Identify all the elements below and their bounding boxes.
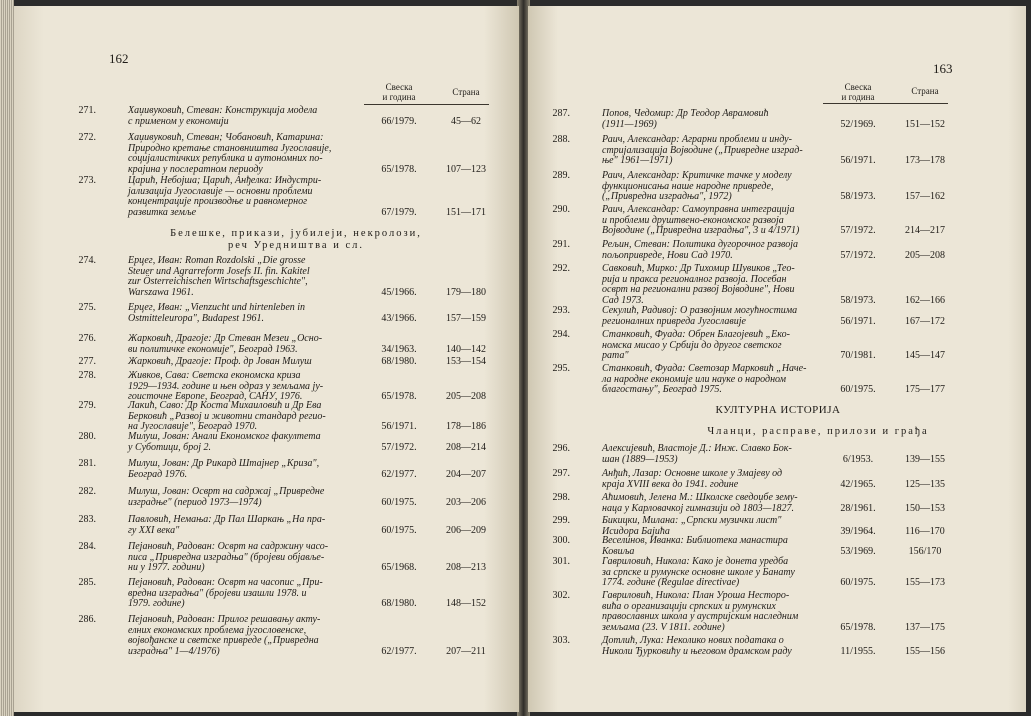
entry-number: 284. — [78, 541, 96, 552]
entry-number: 275. — [78, 302, 96, 313]
list-item — [528, 591, 1026, 633]
entry-volume: 28/1961. — [840, 502, 876, 514]
list-item — [14, 133, 514, 175]
entry-pages: 173—178 — [905, 155, 945, 166]
entry-number: 277. — [78, 356, 96, 367]
entry-volume: 65/1978. — [381, 391, 417, 402]
entry-text: Веселинов, Иванка: Библиотека манастира Ковиља — [602, 535, 788, 557]
list-item — [528, 636, 1026, 657]
list-item — [528, 135, 1026, 167]
entry-pages: 155—173 — [905, 577, 945, 588]
list-item — [14, 176, 514, 218]
entry-pages: 207—211 — [446, 645, 486, 657]
entry-number: 291. — [552, 239, 570, 250]
section-title: КУЛТУРНА ИСТОРИЈА — [715, 404, 841, 416]
entry-pages: 145—147 — [905, 350, 945, 361]
entry-volume: 56/1971. — [381, 421, 417, 432]
page-stack-edge — [0, 0, 14, 716]
entry-text: Раич, Александар: Критичке тачке у моделу функционисања наше народне привреде, („Привредна изградња", 1972) — [602, 170, 792, 202]
entry-volume: 39/1964. — [840, 525, 876, 537]
entry-text: Живков, Сава: Светска економска криза 1929—1934. године и њен одраз у земљама ју- гоисточне Европе, Београд, САНУ, 1976. — [128, 370, 324, 402]
entry-text: Бикицки, Милана: „Српски музички лист" Исидора Бајића — [602, 515, 782, 537]
entry-text: Милуш, Јован: Др Рикард Штајнер „Криза", Београд 1976. — [128, 458, 320, 480]
entry-volume: 67/1979. — [381, 206, 417, 218]
entry-volume: 52/1969. — [840, 118, 876, 130]
entry-number: 303. — [552, 635, 570, 646]
right-page — [528, 6, 1026, 712]
list-item — [528, 516, 1026, 537]
entry-number: 300. — [552, 535, 570, 546]
entry-volume: 68/1980. — [381, 356, 417, 367]
header-rule — [823, 103, 948, 104]
list-item — [528, 364, 1026, 396]
entry-text: Хаџивуковић, Стеван; Чобановић, Катарина: Природно кретање становништва Југославије, социјалистичких република и аутономних по- крајина у послератном периоду — [128, 132, 332, 175]
entry-volume: 53/1969. — [840, 545, 876, 557]
entry-pages: 148—152 — [446, 598, 486, 609]
entry-text: Станковић, Фуада: Светозар Марковић „Наче- ла народне економије или науке о народном благостању", Београд 1975. — [602, 363, 807, 395]
entry-volume: 65/1978. — [381, 163, 417, 175]
entry-pages: 139—155 — [905, 453, 945, 465]
entry-text: Раич, Александар: Аграрни проблеми и инду- стријализација Војводине („Привредне изград- ње" 1961—1971) — [602, 134, 803, 166]
entry-pages: 175—177 — [905, 384, 945, 395]
entry-pages: 137—175 — [905, 621, 945, 633]
entry-number: 278. — [78, 370, 96, 381]
entry-number: 276. — [78, 333, 96, 344]
entry-text: Гавриловић, Никола: Како је донета уредба за српске и румунске основне школе у Банату 1774. године (Regulae directivae) — [602, 556, 795, 588]
entry-number: 287. — [552, 108, 570, 119]
entry-text: Хаџивуковић, Стеван: Конструкција модела с применом у економији — [128, 105, 318, 127]
entry-volume: 65/1968. — [381, 562, 417, 573]
entry-volume: 62/1977. — [381, 468, 417, 480]
list-item — [14, 487, 514, 508]
entry-number: 286. — [78, 614, 96, 625]
list-item — [14, 106, 514, 127]
list-item — [14, 401, 514, 433]
list-item — [14, 357, 514, 368]
entry-volume: 6/1953. — [842, 453, 874, 465]
entry-text: Жарковић, Драгоје: Проф. др Јован Милуш — [128, 356, 312, 367]
entry-volume: 45/1966. — [381, 286, 417, 298]
entry-text: Попов, Чедомир: Др Теодор Аврамовић (1911—1969) — [602, 108, 769, 130]
column-header-volume: Свеска и година — [382, 82, 416, 102]
entry-pages: 151—171 — [446, 206, 486, 218]
entry-volume: 62/1977. — [381, 645, 417, 657]
entry-volume: 60/1975. — [840, 384, 876, 395]
left-page — [14, 6, 519, 712]
entry-pages: 179—180 — [446, 286, 486, 298]
entry-volume: 58/1973. — [840, 294, 876, 306]
header-rule — [364, 104, 489, 105]
entry-volume: 68/1980. — [381, 598, 417, 609]
entry-number: 292. — [552, 263, 570, 274]
entry-text: Павловић, Немања: Др Пал Шаркањ „На пра- гу XXI века" — [128, 514, 326, 536]
entry-number: 281. — [78, 458, 96, 469]
entry-pages: 157—162 — [905, 191, 945, 202]
entry-pages: 116—170 — [905, 525, 945, 537]
entry-number: 283. — [78, 514, 96, 525]
list-item — [14, 334, 514, 355]
entry-pages: 150—153 — [905, 502, 945, 514]
entry-text: Гавриловић, Никола: План Урошa Несторо- вића о организацији српских и румунских православних школа у аустријским наследним земљама (23. V 1811. године) — [602, 590, 799, 633]
entry-pages: 203—206 — [446, 496, 486, 508]
entry-number: 273. — [78, 175, 96, 186]
entry-volume: 56/1971. — [840, 155, 876, 166]
list-item — [528, 205, 1026, 237]
entry-number: 294. — [552, 329, 570, 340]
entry-text: Анђић, Лазар: Основне школе у Змајеву од краја XVIII века до 1941. године — [602, 468, 783, 490]
list-item — [14, 371, 514, 403]
entry-text: Царић, Небојша; Царић, Анђелка: Индустри- јализација Југославије — основни проблеми концентрације производње и равномерног развитка земље — [128, 175, 322, 218]
entry-pages: 155—156 — [905, 645, 945, 657]
list-item — [528, 306, 1026, 327]
entry-pages: 156/170 — [908, 545, 942, 557]
entry-volume: 43/1966. — [381, 312, 417, 324]
entry-number: 280. — [78, 431, 96, 442]
entry-number: 288. — [552, 134, 570, 145]
entry-pages: 107—123 — [446, 163, 486, 175]
entry-text: Алексијевић, Властоје Д.: Инж. Славко Бок- шан (1889—1953) — [602, 443, 792, 465]
entry-text: Милуш, Јован: Анали Економског факултета у Суботици, број 2. — [128, 431, 321, 453]
entry-volume: 11/1955. — [840, 645, 876, 657]
entry-text: Пејановић, Радован: Осврт на садржину часо- писа „Привредна изградња" (бројеви објавље- ни у 1977. години) — [128, 541, 329, 573]
entry-pages: 125—135 — [905, 478, 945, 490]
entry-number: 282. — [78, 486, 96, 497]
list-item — [528, 171, 1026, 203]
list-item — [14, 542, 514, 574]
entry-volume: 70/1981. — [840, 350, 876, 361]
page-number: 162 — [109, 51, 129, 66]
entry-number: 289. — [552, 170, 570, 181]
entry-volume: 57/1972. — [381, 441, 417, 453]
entry-text: Станковић, Фуада: Обрен Благојевић „Еко- номска мисао у Србији до другог светског рата" — [602, 329, 790, 361]
list-item — [528, 444, 1026, 465]
entry-pages: 162—166 — [905, 294, 945, 306]
entry-pages: 204—207 — [446, 468, 486, 480]
entry-text: Секулић, Радивој: О развојним могућностима регионалних привреда Југославије — [602, 305, 798, 327]
list-item — [14, 515, 514, 536]
entry-number: 290. — [552, 204, 570, 215]
entry-pages: 157—159 — [446, 312, 486, 324]
entry-number: 271. — [78, 105, 96, 116]
entry-text: Аћимовић, Јелена М.: Школске сведоџбе зему- наца у Карловачкој гимназији од 1803—1827. — [602, 492, 798, 514]
section-heading-cont: реч Уредништва и сл. — [228, 240, 364, 251]
entry-number: 297. — [552, 468, 570, 479]
list-item — [528, 536, 1026, 557]
entry-text: Дотлић, Лука: Неколико нових података о Николи Ђурковићу и његовом драмском раду — [602, 635, 792, 657]
entry-number: 299. — [552, 515, 570, 526]
entry-number: 298. — [552, 492, 570, 503]
list-item — [528, 264, 1026, 306]
list-item — [528, 330, 1026, 362]
entry-pages: 214—217 — [905, 225, 945, 236]
entry-pages: 167—172 — [905, 315, 945, 327]
entry-number: 301. — [552, 556, 570, 567]
column-header-volume: Свеска и година — [841, 82, 875, 102]
entry-volume: 34/1963. — [381, 343, 417, 355]
list-item — [528, 469, 1026, 490]
section-subtitle: Чланци, расправе, прилози и грађа — [707, 426, 929, 437]
entry-pages: 153—154 — [446, 356, 486, 367]
entry-number: 293. — [552, 305, 570, 316]
list-item — [528, 109, 1026, 130]
entry-volume: 66/1979. — [381, 115, 417, 127]
entry-pages: 208—214 — [446, 441, 486, 453]
entry-text: Савковић, Мирко: Др Тихомир Шувиков „Тео- рија и пракса регионалног развоја. Посебан осврт на регионални развој Војводине", Нови Сад 1973. — [602, 263, 795, 306]
entry-volume: 57/1972. — [840, 249, 876, 261]
entry-text: Рељин, Стеван: Политика дугорочног развоја пољопривреде, Нови Сад 1970. — [602, 239, 798, 261]
entry-pages: 208—213 — [446, 562, 486, 573]
entry-text: Ерцег, Иван: „Vienzucht und hirtenleben in Ostmitteleuropa", Budapest 1961. — [128, 302, 306, 324]
entry-volume: 42/1965. — [840, 478, 876, 490]
entry-number: 296. — [552, 443, 570, 454]
entry-volume: 65/1978. — [840, 621, 876, 633]
list-item — [14, 432, 514, 453]
entry-pages: 205—208 — [905, 249, 945, 261]
entry-number: 274. — [78, 255, 96, 266]
column-header-pages: Страна — [911, 86, 939, 96]
entry-text: Милуш, Јован: Осврт на садржај „Привредне изградње" (период 1973—1974) — [128, 486, 325, 508]
entry-pages: 178—186 — [446, 421, 486, 432]
entry-number: 285. — [78, 577, 96, 588]
entry-text: Лакић, Саво: Др Коста Михаиловић и Др Ева Берковић „Развој и животни стандард регио- на Југославије", Београд 1970. — [128, 400, 326, 432]
entry-volume: 60/1975. — [381, 524, 417, 536]
entry-text: Раич, Александар: Самоуправна интеграција и проблеми друштвено-економског развоја Војводине („Привредна изградња", 3 и 4/1971) — [602, 204, 800, 236]
entry-number: 302. — [552, 590, 570, 601]
list-item — [528, 493, 1026, 514]
entry-pages: 205—208 — [446, 391, 486, 402]
entry-number: 279. — [78, 400, 96, 411]
entry-pages: 151—152 — [905, 118, 945, 130]
list-item — [14, 578, 514, 610]
list-item — [14, 256, 514, 298]
entry-number: 272. — [78, 132, 96, 143]
list-item — [14, 615, 514, 657]
entry-volume: 57/1972. — [840, 225, 876, 236]
entry-text: Пејановић, Радован: Прилог решавању акту- елних економских проблема југословенске, војвођанске и светске привреде („Привредна изградња" 1—4/1976) — [128, 614, 321, 657]
page-number: 163 — [933, 61, 953, 76]
entry-pages: 206—209 — [446, 524, 486, 536]
entry-number: 295. — [552, 363, 570, 374]
entry-pages: 140—142 — [446, 343, 486, 355]
list-item — [528, 240, 1026, 261]
entry-text: Пејановић, Радован: Осврт на часопис „При- вредна изградња" (бројеви изашли 1978. и 1979. године) — [128, 577, 323, 609]
entry-volume: 60/1975. — [381, 496, 417, 508]
entry-text: Ерцег, Иван: Roman Rozdolski „Die grosse Steuer und Agrarreform Josefs II. fin. Kakitel zur Österreichischen Wirtschaftsgeschichte", Warszawa 1961. — [128, 255, 310, 298]
list-item — [14, 459, 514, 480]
column-header-pages: Страна — [452, 87, 480, 97]
list-item — [528, 557, 1026, 589]
entry-pages: 45—62 — [451, 115, 481, 127]
entry-volume: 60/1975. — [840, 577, 876, 588]
section-heading: Белешке, прикази, јубилеји, некролози, — [170, 228, 422, 239]
entry-text: Жарковић, Драгоје: Др Стеван Мезеи „Осно- ви политичке економије", Београд 1963. — [128, 333, 323, 355]
entry-volume: 56/1971. — [840, 315, 876, 327]
list-item — [14, 303, 514, 324]
entry-volume: 58/1973. — [840, 191, 876, 202]
